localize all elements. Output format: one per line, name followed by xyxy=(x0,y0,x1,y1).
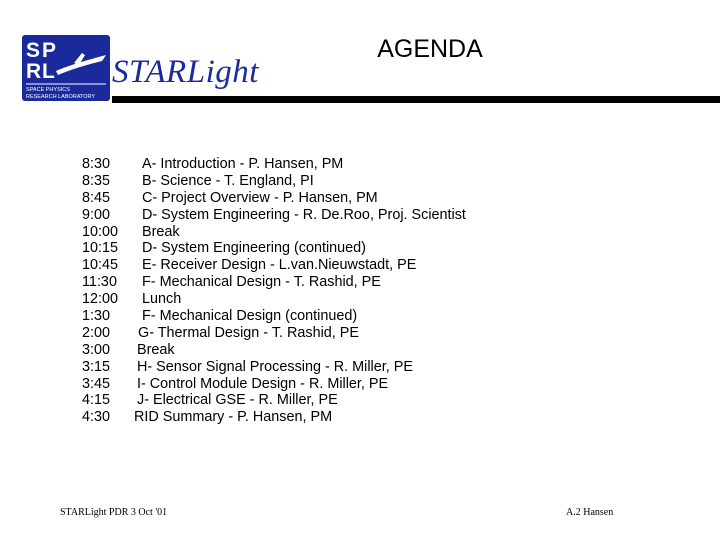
agenda-item: I- Control Module Design - R. Miller, PE xyxy=(137,375,389,392)
agenda-item: H- Sensor Signal Processing - R. Miller, PE xyxy=(137,358,413,375)
logo-letter-r: R xyxy=(26,60,42,83)
logo-letter-l: L xyxy=(42,60,55,83)
logo-caption-line-1: SPACE PHYSICS xyxy=(26,87,70,93)
brand-name: STARLight xyxy=(112,54,259,90)
agenda-item: A- Introduction - P. Hansen, PM xyxy=(142,156,344,172)
agenda-item: G- Thermal Design - T. Rashid, PE xyxy=(138,324,360,341)
agenda-item: Break xyxy=(142,223,180,240)
agenda-time: 11:30 xyxy=(82,274,117,291)
footer-right: A.2 Hansen xyxy=(566,507,614,518)
agenda-item: E- Receiver Design - L.van.Nieuwstadt, PE xyxy=(142,257,417,274)
agenda-item: F- Mechanical Design (continued) xyxy=(142,308,358,325)
agenda-time: 8:45 xyxy=(82,189,111,206)
agenda-time: 3:00 xyxy=(82,341,111,358)
footer-left: STARLight PDR 3 Oct '01 xyxy=(60,507,168,518)
logo-caption-line-2: RESEARCH LABORATORY xyxy=(26,94,96,100)
agenda-time: 10:15 xyxy=(82,240,119,257)
agenda-time: 9:00 xyxy=(82,206,111,223)
agenda-item: B- Science - T. England, PI xyxy=(142,172,314,189)
sprl-logo xyxy=(22,35,110,101)
header-rule xyxy=(112,96,720,103)
agenda-time: 4:15 xyxy=(82,392,111,409)
logo-letter-p: P xyxy=(42,39,57,62)
agenda-time: 8:30 xyxy=(82,156,111,172)
agenda-time: 3:15 xyxy=(82,358,111,375)
agenda-item: J- Electrical GSE - R. Miller, PE xyxy=(137,392,338,409)
agenda-item: D- System Engineering - R. De.Roo, Proj. Scientist xyxy=(142,206,466,223)
agenda-time: 4:30 xyxy=(82,409,111,426)
agenda-time: 12:00 xyxy=(82,291,119,308)
agenda-time: 1:30 xyxy=(82,308,111,325)
agenda-item: Lunch xyxy=(142,291,182,308)
logo-letter-s: S xyxy=(26,39,41,62)
agenda-item: RID Summary - P. Hansen, PM xyxy=(134,409,333,426)
agenda-time: 3:45 xyxy=(82,375,111,392)
agenda-time: 8:35 xyxy=(82,172,111,189)
page-title: AGENDA xyxy=(377,35,483,63)
agenda-item: Break xyxy=(137,341,175,358)
agenda-time: 10:45 xyxy=(82,257,119,274)
agenda-item: D- System Engineering (continued) xyxy=(142,240,366,257)
agenda-item: C- Project Overview - P. Hansen, PM xyxy=(142,189,378,206)
agenda-time: 2:00 xyxy=(82,324,111,341)
agenda-item: F- Mechanical Design - T. Rashid, PE xyxy=(142,274,381,291)
agenda-time: 10:00 xyxy=(82,223,119,240)
